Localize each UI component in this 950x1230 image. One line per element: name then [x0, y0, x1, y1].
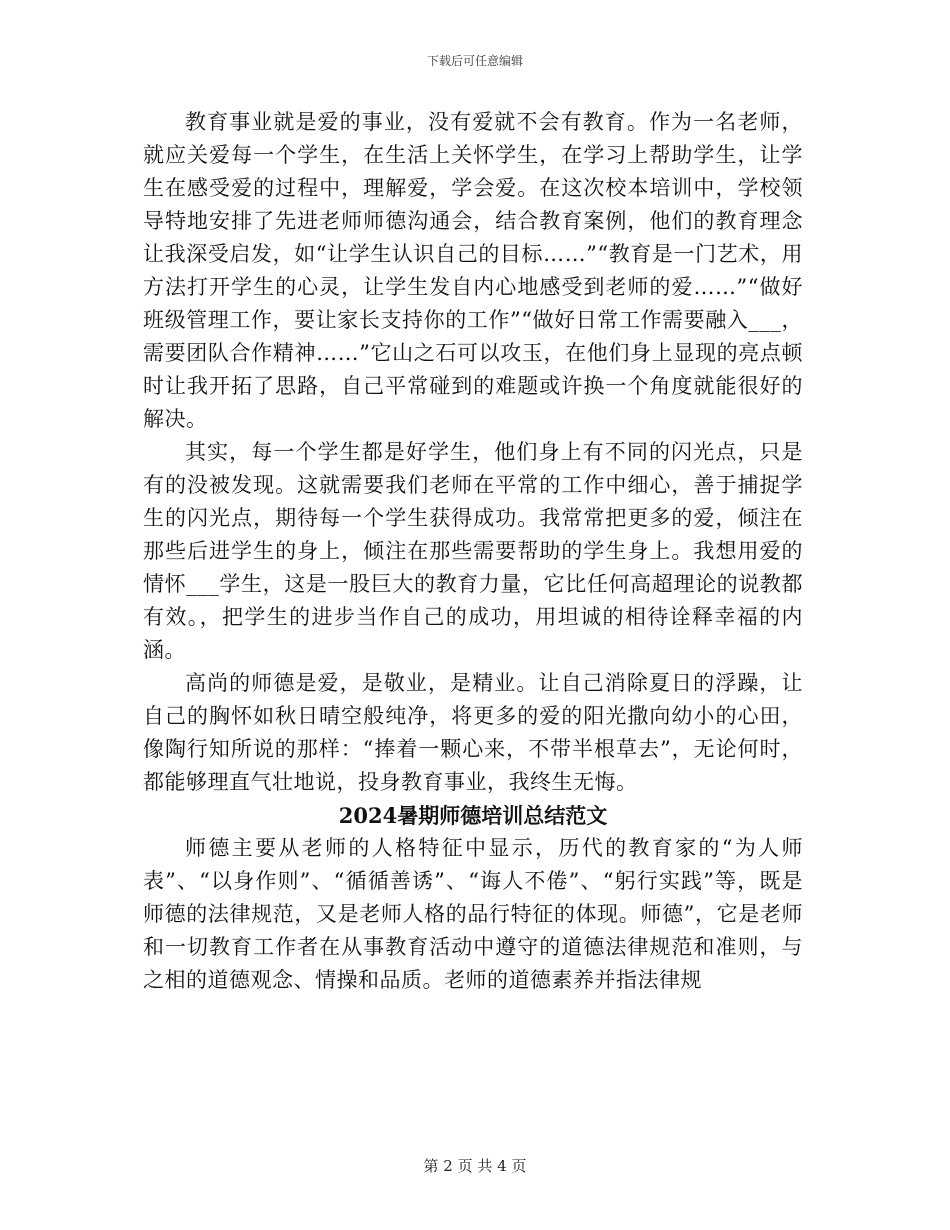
section-paragraph-1: 师德主要从老师的人格特征中显示，历代的教育家的“为人师表”、“以身作则”、“循循善诱”、“诲人不倦”、“躬行实践”等，既是师德的法律规范，又是老师人格的品行特征的体现。师德”，它是老师和一切教育工作者在从事教育活动中遵守的道德法律规范和准则，与之相的道德观念、情操和品质。老师的道德素养并指法律规	[143, 836, 803, 992]
body-paragraph-1: 教育事业就是爱的事业，没有爱就不会有教育。作为一名老师，就应关爱每一个学生，在生活上关怀学生，在学习上帮助学生，让学生在感受爱的过程中，理解爱，学会爱。在这次校本培训中，学校领导特地安排了先进老师师德沟通会，结合教育案例，他们的教育理念让我深受启发，如“让学生认识自己的目标……”“教育是一门艺术，用方法打开学生的心灵，让学生发自内心地感受到老师的爱……”“做好班级管理工作，要让家长支持你的工作”“做好日常工作需要融入___，需要团队合作精神……”它山之石可以攻玉，在他们身上显现的亮点顿时让我开拓了思路，自己平常碰到的难题或许换一个角度就能很好的解决。	[143, 110, 803, 431]
page-header: 下载后可任意编辑	[426, 54, 523, 68]
document-body	[143, 106, 803, 997]
body-paragraph-3: 高尚的师德是爱，是敬业，是精业。让自己消除夏日的浮躁，让自己的胸怀如秋日晴空般纯净，将更多的爱的阳光撒向幼小的心田，像陶行知所说的那样：“捧着一颗心来，不带半根草去”，无论何时，都能够理直气壮地说，投身教育事业，我终生无悔。	[143, 671, 803, 794]
body-paragraph-2: 其实，每一个学生都是好学生，他们身上有不同的闪光点，只是有的没被发现。这就需要我们老师在平常的工作中细心，善于捕捉学生的闪光点，期待每一个学生获得成功。我常常把更多的爱，倾注在那些后进学生的身上，倾注在那些需要帮助的学生身上。我想用爱的情怀___学生，这是一股巨大的教育力量，它比任何高超理论的说教都有效。，把学生的进步当作自己的成功，用坦诚的相待诠释幸福的内涵。	[143, 440, 803, 662]
section-title: 2024暑期师德培训总结范文	[338, 803, 608, 828]
page-footer: 第 2 页 共 4 页	[423, 1157, 527, 1175]
